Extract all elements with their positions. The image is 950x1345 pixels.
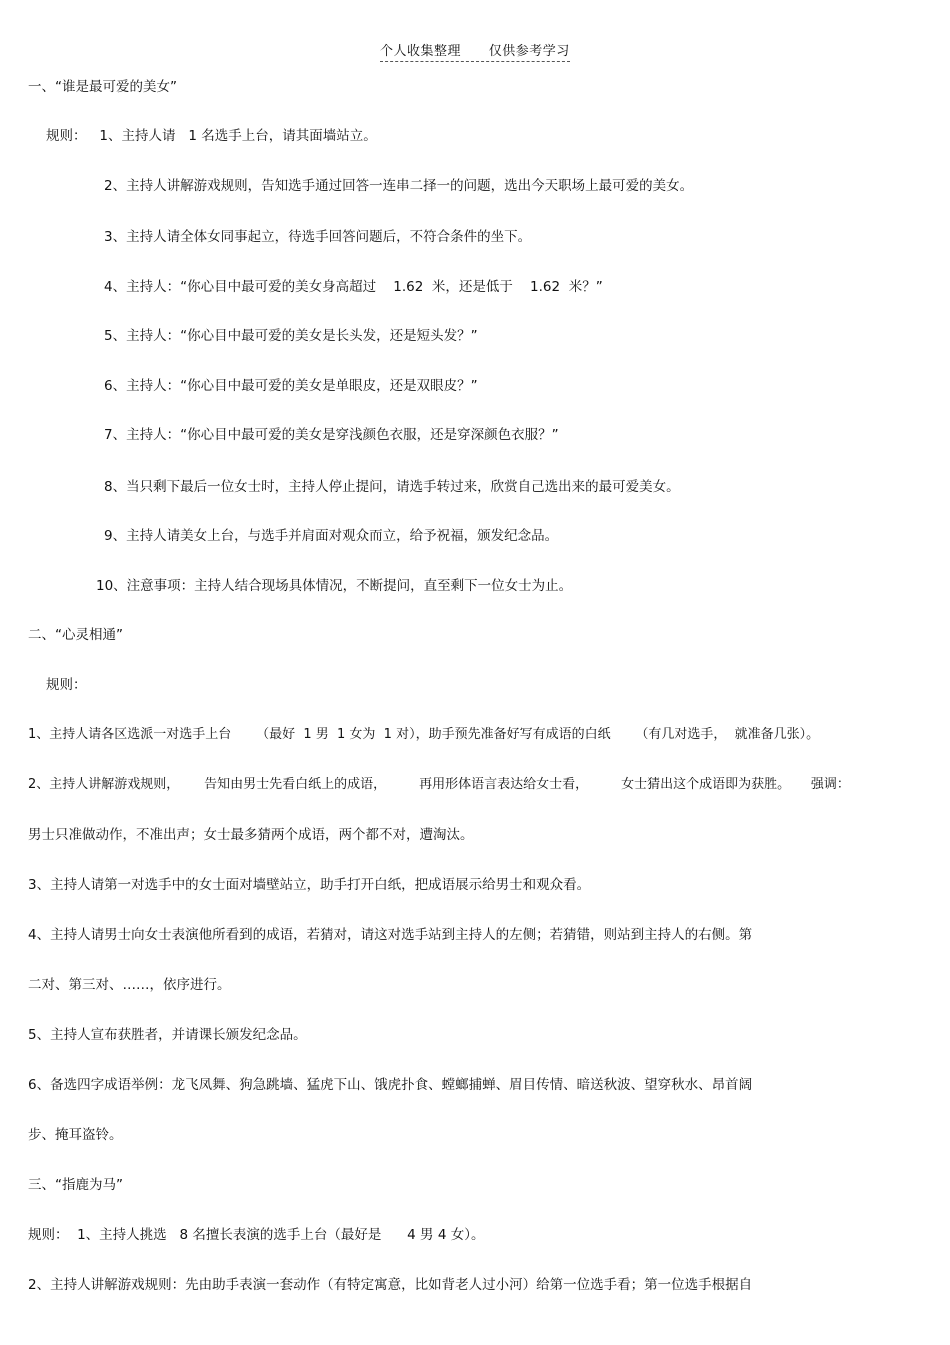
rule-item: 3、主持人请全体女同事起立，待选手回答问题后，不符合条件的坐下。: [104, 229, 532, 245]
section-heading-2: 二、“心灵相通”: [28, 627, 123, 643]
rule-item: 4、主持人请男士向女士表演他所看到的成语，若猜对，请这对选手站到主持人的左侧；若猜错，则站到主持人的右侧。第: [28, 927, 753, 943]
section-heading-3: 三、“指鹿为马”: [28, 1177, 123, 1193]
rule-item: 2、主持人讲解游戏规则：先由助手表演一套动作（有特定寓意，比如背老人过小河）给第一位选手看；第一位选手根据自: [28, 1277, 753, 1293]
rule-item: 3、主持人请第一对选手中的女士面对墙壁站立，助手打开白纸，把成语展示给男士和观众看。: [28, 877, 591, 893]
rule-item: 6、备选四字成语举例：龙飞凤舞、狗急跳墙、猛虎下山、饿虎扑食、螳螂捕蝉、眉目传情、暗送秋波、望穿秋水、昂首阔: [28, 1077, 753, 1093]
rule-item: 5、主持人：“你心目中最可爱的美女是长头发，还是短头发？”: [104, 328, 478, 344]
rule-item-continued: 步、掩耳盗铃。: [28, 1127, 123, 1143]
rule-item-continued: 二对、第三对、……，依序进行。: [28, 977, 231, 993]
rule-item: 7、主持人：“你心目中最可爱的美女是穿浅颜色衣服，还是穿深颜色衣服？”: [104, 427, 559, 443]
rule-item: 2、主持人讲解游戏规则， 告知由男士先看白纸上的成语， 再用形体语言表达给女士看， 女士猜出这个成语即为获胜。 强调：: [28, 777, 850, 792]
rule-item-continued: 男士只准做动作，不准出声；女士最多猜两个成语，两个都不对，遭淘汰。: [28, 827, 474, 843]
rules-label: 规则：: [46, 677, 87, 693]
rule-item: 5、主持人宣布获胜者，并请课长颁发纪念品。: [28, 1027, 307, 1043]
rule-item: 10、注意事项：主持人结合现场具体情况，不断提问，直至剩下一位女士为止。: [96, 578, 573, 594]
page-header: 个人收集整理 仅供参考学习: [380, 40, 570, 62]
rule-item: 6、主持人：“你心目中最可爱的美女是单眼皮，还是双眼皮？”: [104, 378, 478, 394]
rule-item: 2、主持人讲解游戏规则，告知选手通过回答一连串二择一的问题，选出今天职场上最可爱的美女。: [104, 178, 694, 194]
rule-item: 4、主持人：“你心目中最可爱的美女身高超过 1.62 米，还是低于 1.62 米？”: [104, 279, 603, 295]
rule-item: 8、当只剩下最后一位女士时，主持人停止提问，请选手转过来，欣赏自己选出来的最可爱美女。: [104, 479, 680, 495]
section-heading-1: 一、“谁是最可爱的美女”: [28, 79, 177, 95]
rule-item: 1、主持人请各区选派一对选手上台 （最好 1 男 1 女为 1 对），助手预先准备好写有成语的白纸 （有几对选手， 就准备几张）。: [28, 727, 820, 742]
rules-line: 规则： 1、主持人挑选 8 名擅长表演的选手上台（最好是 4 男 4 女）。: [28, 1227, 485, 1243]
rules-line: 规则： 1、主持人请 1 名选手上台，请其面墙站立。: [46, 128, 377, 144]
rule-item: 9、主持人请美女上台，与选手并肩面对观众而立，给予祝福，颁发纪念品。: [104, 528, 559, 544]
